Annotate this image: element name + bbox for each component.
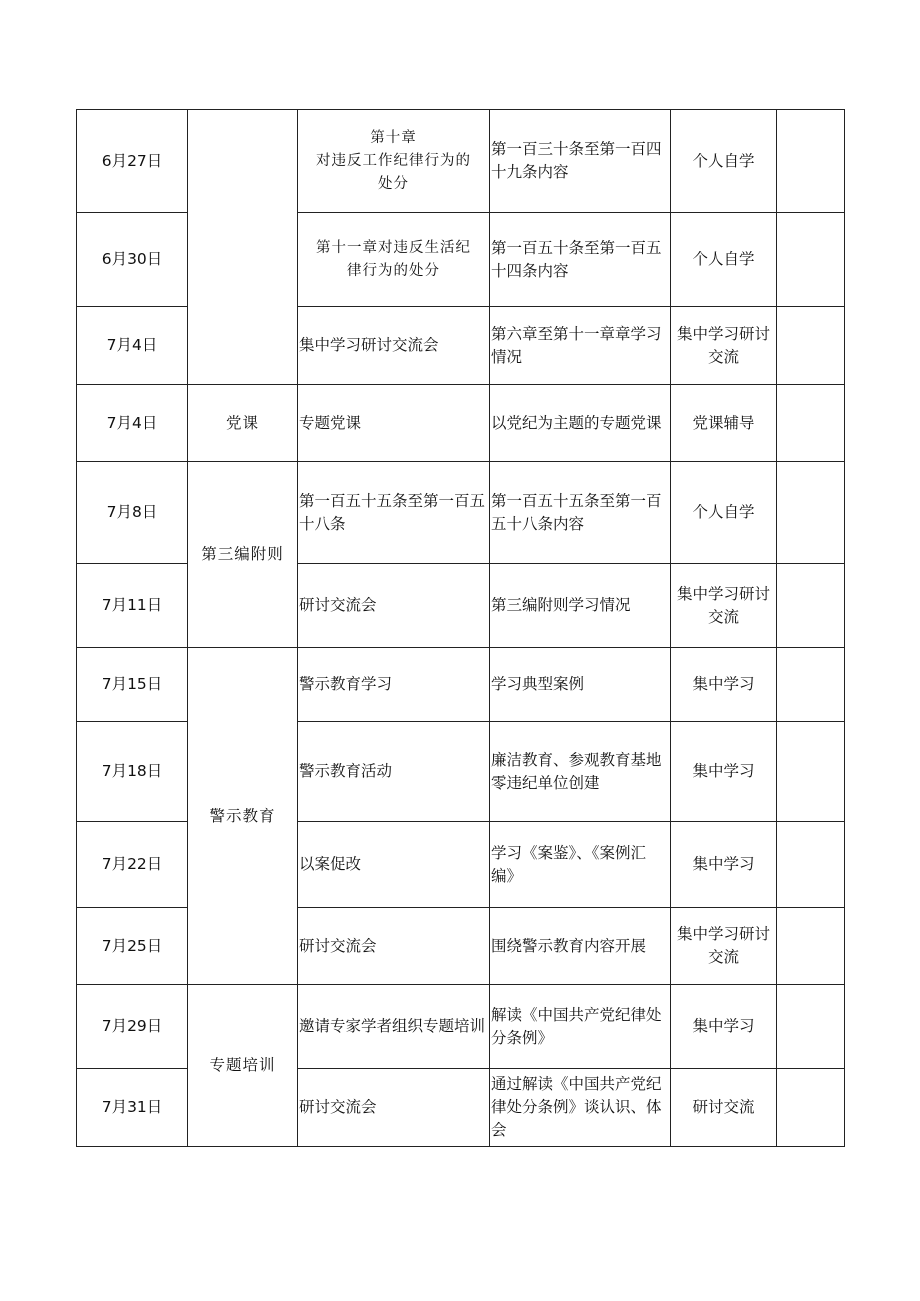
method-cell: 个人自学 [671, 462, 777, 564]
method-cell: 集中学习 [671, 822, 777, 908]
topic-line: 对违反工作纪律行为的 [316, 152, 471, 169]
date-cell: 6月30日 [77, 213, 188, 307]
category-cell: 警示教育 [188, 648, 298, 985]
note-cell [777, 1069, 845, 1147]
topic-line: 律行为的处分 [347, 262, 440, 279]
content-cell: 解读《中国共产党纪律处分条例》 [490, 985, 671, 1069]
topic-cell: 第一百五十五条至第一百五十八条 [298, 462, 490, 564]
date-cell: 7月25日 [77, 908, 188, 985]
note-cell [777, 722, 845, 822]
content-cell: 以党纪为主题的专题党课 [490, 385, 671, 462]
category-cell-empty [188, 110, 298, 385]
category-cell: 专题培训 [188, 985, 298, 1147]
study-schedule-table [76, 109, 845, 1147]
method-cell: 集中学习 [671, 985, 777, 1069]
note-cell [777, 908, 845, 985]
topic-cell: 集中学习研讨交流会 [298, 307, 490, 385]
note-cell [777, 985, 845, 1069]
method-cell: 集中学习研讨交流 [671, 908, 777, 985]
content-cell: 学习《案鉴》、《案例汇编》 [490, 822, 671, 908]
table-row [77, 462, 845, 564]
note-cell [777, 462, 845, 564]
note-cell [777, 213, 845, 307]
date-cell: 7月22日 [77, 822, 188, 908]
content-cell: 通过解读《中国共产党纪律处分条例》谈认识、体会 [490, 1069, 671, 1147]
topic-line: 第十一章对违反生活纪 [316, 239, 471, 256]
topic-cell: 专题党课 [298, 385, 490, 462]
note-cell [777, 822, 845, 908]
content-cell: 第三编附则学习情况 [490, 564, 671, 648]
date-cell: 7月29日 [77, 985, 188, 1069]
content-cell: 第六章至第十一章章学习情况 [490, 307, 671, 385]
method-cell: 党课辅导 [671, 385, 777, 462]
content-cell: 围绕警示教育内容开展 [490, 908, 671, 985]
topic-cell [298, 110, 490, 213]
method-cell: 研讨交流 [671, 1069, 777, 1147]
topic-cell: 警示教育活动 [298, 722, 490, 822]
method-cell: 集中学习研讨交流 [671, 307, 777, 385]
method-cell: 集中学习 [671, 648, 777, 722]
content-cell: 廉洁教育、参观教育基地零违纪单位创建 [490, 722, 671, 822]
topic-cell: 警示教育学习 [298, 648, 490, 722]
method-cell: 集中学习研讨交流 [671, 564, 777, 648]
topic-cell: 研讨交流会 [298, 1069, 490, 1147]
method-cell: 个人自学 [671, 110, 777, 213]
topic-line: 第十章 [370, 129, 417, 146]
date-cell: 7月15日 [77, 648, 188, 722]
topic-cell: 研讨交流会 [298, 908, 490, 985]
topic-cell: 研讨交流会 [298, 564, 490, 648]
date-cell: 7月4日 [77, 307, 188, 385]
note-cell [777, 110, 845, 213]
table-row [77, 385, 845, 462]
method-cell: 个人自学 [671, 213, 777, 307]
note-cell [777, 564, 845, 648]
topic-cell [298, 213, 490, 307]
date-cell: 7月11日 [77, 564, 188, 648]
content-cell: 学习典型案例 [490, 648, 671, 722]
note-cell [777, 385, 845, 462]
table-row [77, 648, 845, 722]
date-cell: 6月27日 [77, 110, 188, 213]
table-row [77, 985, 845, 1069]
table-row [77, 110, 845, 213]
method-cell: 集中学习 [671, 722, 777, 822]
category-cell: 第三编附则 [188, 462, 298, 648]
category-cell: 党课 [188, 385, 298, 462]
date-cell: 7月4日 [77, 385, 188, 462]
topic-line: 处分 [378, 175, 409, 192]
note-cell [777, 648, 845, 722]
note-cell [777, 307, 845, 385]
content-cell: 第一百三十条至第一百四十九条内容 [490, 110, 671, 213]
content-cell: 第一百五十五条至第一百五十八条内容 [490, 462, 671, 564]
date-cell: 7月8日 [77, 462, 188, 564]
content-cell: 第一百五十条至第一百五十四条内容 [490, 213, 671, 307]
topic-cell: 邀请专家学者组织专题培训 [298, 985, 490, 1069]
date-cell: 7月31日 [77, 1069, 188, 1147]
topic-cell: 以案促改 [298, 822, 490, 908]
date-cell: 7月18日 [77, 722, 188, 822]
